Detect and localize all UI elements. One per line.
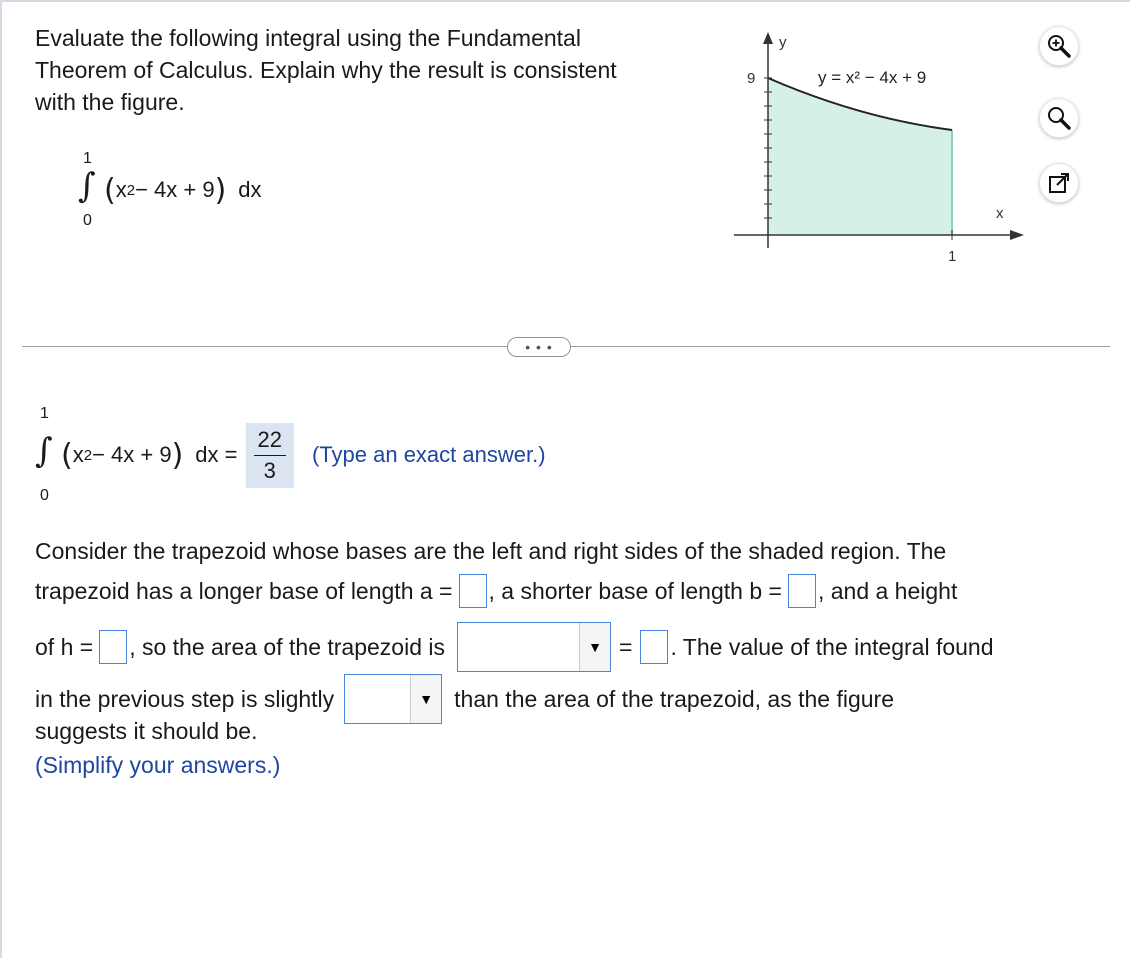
answer-upper-limit: 1: [40, 405, 49, 422]
question-integral: [78, 150, 262, 230]
answer-dx-equals: dx =: [195, 442, 238, 467]
paragraph-equals: =: [619, 634, 633, 660]
answer-row: [35, 405, 546, 505]
curve-label: y = x² − 4x + 9: [818, 68, 927, 87]
answer-integrand-rest: − 4x + 9: [92, 442, 172, 467]
integrand-rest: − 4x + 9: [135, 177, 215, 202]
paragraph-line-3: [35, 622, 994, 672]
y-tick-label: 9: [747, 70, 756, 87]
integrand-dx: dx: [238, 177, 262, 202]
open-new-window-button[interactable]: [1039, 163, 1079, 203]
comparison-value: [345, 675, 410, 723]
paragraph-line-2: [35, 574, 957, 608]
question-prompt: Evaluate the following integral using the Fundamental Theorem of Calculus. Explain why the result is consistent with the figure.: [35, 25, 617, 115]
paragraph-line-4a: in the previous step is slightly: [35, 686, 335, 712]
integrand-x: x: [115, 177, 127, 202]
integral-lower-limit: 0: [83, 212, 92, 229]
top-border: [0, 0, 1130, 2]
answer-hint: (Type an exact answer.): [311, 442, 546, 467]
zoom-in-icon: [1046, 33, 1072, 59]
paragraph-line-3b: , so the area of the trapezoid is: [129, 634, 445, 660]
zoom-out-icon: [1046, 105, 1072, 131]
paragraph-line-2b: , a shorter base of length b =: [488, 578, 782, 604]
comparison-select[interactable]: [344, 674, 442, 724]
answer-numerator: 22: [254, 425, 286, 456]
zoom-in-button[interactable]: [1039, 26, 1079, 66]
shorter-base-input[interactable]: [788, 574, 816, 608]
paragraph-line-4b: than the area of the trapezoid, as the figure: [454, 686, 895, 712]
trapezoid-area-input[interactable]: [640, 630, 668, 664]
left-border: [0, 0, 2, 958]
answer-integrand-exponent: 2: [83, 446, 93, 464]
paragraph-line-3d: . The value of the integral found: [670, 634, 994, 660]
x-tick-label: 1: [948, 248, 957, 265]
simplify-hint: (Simplify your answers.): [35, 752, 281, 778]
answer-lower-limit: 0: [40, 487, 49, 504]
close-paren: ): [214, 172, 227, 208]
open-paren: (: [104, 172, 116, 208]
show-more-button[interactable]: • • •: [507, 337, 571, 357]
integrand-exponent: 2: [126, 181, 136, 199]
answer-integral-symbol: ∫: [35, 431, 53, 471]
figure-graph: [730, 28, 1030, 268]
y-axis-label: y: [779, 34, 787, 51]
integral-upper-limit: 1: [83, 150, 92, 167]
x-axis-label: x: [996, 205, 1004, 222]
longer-base-input[interactable]: [459, 574, 487, 608]
paragraph-line-5: suggests it should be.: [35, 718, 258, 744]
integral-sign: [78, 150, 104, 230]
paragraph-line-2c: , and a height: [817, 578, 958, 604]
trapezoid-area-dropdown-arrow-icon: ▼: [579, 623, 610, 671]
paragraph-line-3a: of h =: [35, 634, 94, 660]
answer-fraction[interactable]: [246, 423, 294, 488]
answer-denominator: 3: [263, 457, 276, 483]
integral-symbol: ∫: [78, 166, 96, 206]
y-axis-arrow: [763, 32, 773, 44]
x-axis-arrow: [1010, 230, 1024, 240]
paragraph-line-2a: trapezoid has a longer base of length a =: [35, 578, 453, 604]
answer-integral-sign: [35, 405, 61, 505]
shaded-region: [768, 78, 952, 235]
paragraph-line-1: Consider the trapezoid whose bases are the left and right sides of the shaded region. The: [35, 538, 947, 564]
height-input[interactable]: [99, 630, 127, 664]
zoom-out-button[interactable]: [1039, 98, 1079, 138]
answer-close-paren: ): [171, 437, 184, 473]
trapezoid-area-formula-select[interactable]: [457, 622, 611, 672]
trapezoid-area-formula-value: [458, 623, 579, 671]
answer-open-paren: (: [61, 437, 73, 473]
answer-integrand-x: x: [72, 442, 84, 467]
area-figure: [730, 28, 1030, 268]
comparison-dropdown-arrow-icon: ▼: [410, 675, 441, 723]
open-new-window-icon: [1047, 171, 1071, 195]
